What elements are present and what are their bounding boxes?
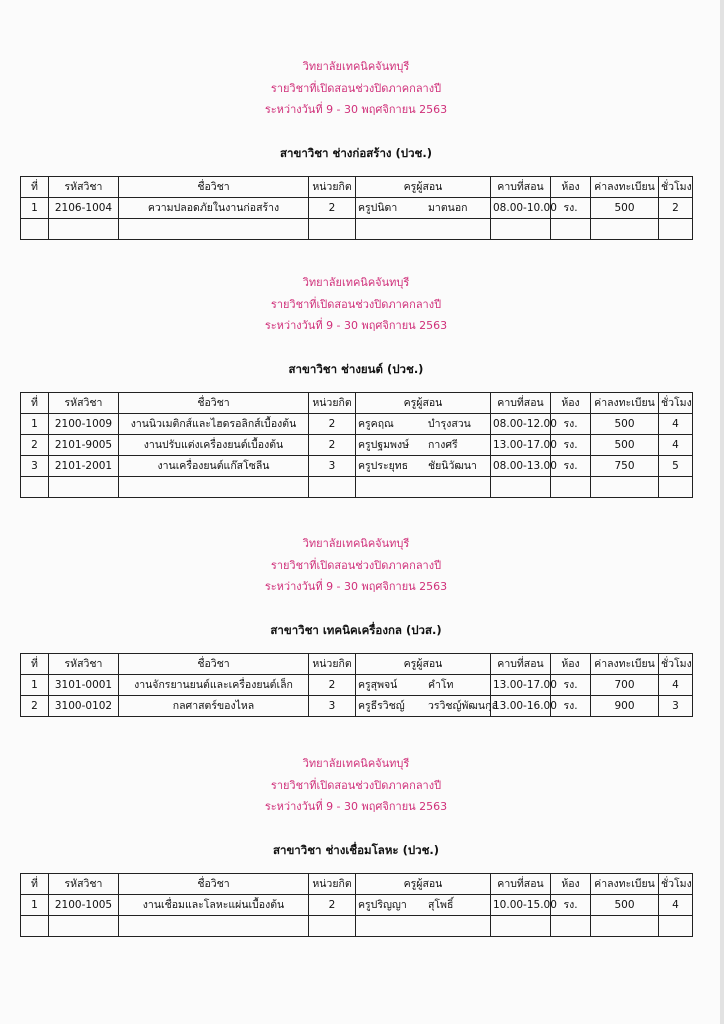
cell-hours: 5 (659, 455, 693, 476)
teacher-first-name: ครูปฐมพงษ์ (358, 439, 410, 451)
table-row (21, 434, 693, 455)
schedule-subtitle: รายวิชาที่เปิดสอนช่วงปิดภาคกลางปี (270, 81, 442, 95)
col-header-period: คาบที่สอน (491, 176, 551, 197)
cell-no: 1 (21, 413, 49, 434)
table-header-row (21, 873, 693, 894)
cell-teacher (356, 894, 491, 915)
section-construction (20, 56, 692, 240)
cell-no: 1 (21, 894, 49, 915)
cell-period: 08.00-10.00 (491, 197, 551, 218)
teacher-last-name: คำโท (428, 679, 454, 691)
cell-hours: 4 (659, 413, 693, 434)
schedule-subtitle: รายวิชาที่เปิดสอนช่วงปิดภาคกลางปี (270, 297, 442, 311)
col-header-fee: ค่าลงทะเบียน (591, 392, 659, 413)
col-header-no: ที่ (21, 176, 49, 197)
table-row-empty (21, 915, 693, 936)
col-header-period: คาบที่สอน (491, 392, 551, 413)
teacher-first-name: ครูสุพจน์ (358, 679, 398, 691)
section-welding (20, 753, 692, 937)
col-header-no: ที่ (21, 392, 49, 413)
col-header-name: ชื่อวิชา (119, 392, 309, 413)
table-row (21, 695, 693, 716)
cell-course-name (119, 915, 309, 936)
cell-no: 2 (21, 434, 49, 455)
col-header-hours: ชั่วโมง (659, 653, 693, 674)
teacher-last-name: สุโพธิ์ (428, 899, 454, 911)
col-header-code: รหัสวิชา (49, 653, 119, 674)
cell-teacher (356, 434, 491, 455)
college-name: วิทยาลัยเทคนิคจันทบุรี (302, 60, 410, 73)
col-header-teacher: ครูผู้สอน (356, 653, 491, 674)
cell-fee (591, 476, 659, 497)
date-range: ระหว่างวันที่ 9 - 30 พฤศจิกายน 2563 (264, 103, 448, 116)
col-header-credit: หน่วยกิต (309, 176, 356, 197)
col-header-fee: ค่าลงทะเบียน (591, 653, 659, 674)
table-row (21, 674, 693, 695)
cell-no (21, 915, 49, 936)
course-table (20, 392, 693, 498)
cell-code (49, 218, 119, 239)
section-automotive (20, 272, 692, 498)
cell-course-name (119, 218, 309, 239)
cell-credit (309, 476, 356, 497)
section-mechanical (20, 533, 692, 717)
college-name: วิทยาลัยเทคนิคจันทบุรี (302, 757, 410, 770)
col-header-teacher: ครูผู้สอน (356, 176, 491, 197)
cell-code (49, 476, 119, 497)
teacher-last-name: กางศรี (428, 439, 458, 451)
col-header-hours: ชั่วโมง (659, 873, 693, 894)
cell-period: 13.00-16.00 (491, 695, 551, 716)
teacher-first-name: ครูคฤณ (358, 418, 394, 430)
cell-fee: 750 (591, 455, 659, 476)
scan-edge (720, 0, 724, 1024)
col-header-fee: ค่าลงทะเบียน (591, 873, 659, 894)
teacher-first-name: ครูปนิดา (358, 202, 398, 214)
cell-hours: 3 (659, 695, 693, 716)
cell-fee: 500 (591, 197, 659, 218)
col-header-hours: ชั่วโมง (659, 176, 693, 197)
cell-teacher (356, 197, 491, 218)
cell-fee: 700 (591, 674, 659, 695)
cell-hours: 4 (659, 894, 693, 915)
cell-credit: 2 (309, 413, 356, 434)
date-range: ระหว่างวันที่ 9 - 30 พฤศจิกายน 2563 (264, 319, 448, 332)
cell-code: 2101-2001 (49, 455, 119, 476)
teacher-first-name: ครูประยุทธ (358, 460, 409, 472)
course-table (20, 653, 693, 717)
cell-course-name: กลศาสตร์ของไหล (119, 695, 309, 716)
cell-period: 10.00-15.00 (491, 894, 551, 915)
col-header-code: รหัสวิชา (49, 873, 119, 894)
cell-code: 2100-1005 (49, 894, 119, 915)
col-header-room: ห้อง (551, 653, 591, 674)
cell-credit: 2 (309, 674, 356, 695)
cell-teacher (356, 476, 491, 497)
col-header-no: ที่ (21, 653, 49, 674)
cell-period: 08.00-13.00 (491, 455, 551, 476)
cell-credit: 2 (309, 197, 356, 218)
cell-hours: 4 (659, 674, 693, 695)
department-title: สาขาวิชา ช่างก่อสร้าง (ปวช.) (280, 145, 432, 160)
department-title: สาขาวิชา ช่างยนต์ (ปวช.) (288, 361, 424, 376)
cell-fee: 900 (591, 695, 659, 716)
teacher-first-name: ครูปริญญา (358, 899, 407, 911)
cell-hours: 2 (659, 197, 693, 218)
cell-room: รง. (551, 455, 591, 476)
col-header-teacher: ครูผู้สอน (356, 392, 491, 413)
col-header-room: ห้อง (551, 392, 591, 413)
college-name: วิทยาลัยเทคนิคจันทบุรี (302, 276, 410, 289)
cell-room: รง. (551, 695, 591, 716)
col-header-period: คาบที่สอน (491, 653, 551, 674)
teacher-first-name: ครูธีรวิชญ์ (358, 700, 405, 712)
col-header-code: รหัสวิชา (49, 176, 119, 197)
cell-no (21, 476, 49, 497)
col-header-fee: ค่าลงทะเบียน (591, 176, 659, 197)
cell-room (551, 218, 591, 239)
cell-hours (659, 218, 693, 239)
cell-fee: 500 (591, 434, 659, 455)
col-header-credit: หน่วยกิต (309, 653, 356, 674)
cell-hours: 4 (659, 434, 693, 455)
cell-course-name: ความปลอดภัยในงานก่อสร้าง (119, 197, 309, 218)
cell-course-name: งานจักรยานยนต์และเครื่องยนต์เล็ก (119, 674, 309, 695)
table-header-row (21, 653, 693, 674)
cell-fee: 500 (591, 413, 659, 434)
table-header-row (21, 392, 693, 413)
cell-code: 2106-1004 (49, 197, 119, 218)
cell-no: 1 (21, 674, 49, 695)
cell-room (551, 476, 591, 497)
cell-teacher (356, 218, 491, 239)
cell-period (491, 218, 551, 239)
cell-teacher (356, 695, 498, 716)
cell-course-name (119, 476, 309, 497)
col-header-name: ชื่อวิชา (119, 176, 309, 197)
col-header-room: ห้อง (551, 176, 591, 197)
table-row (21, 413, 693, 434)
cell-room: รง. (551, 674, 591, 695)
table-row (21, 894, 693, 915)
cell-room: รง. (551, 434, 591, 455)
col-header-teacher: ครูผู้สอน (356, 873, 491, 894)
college-name: วิทยาลัยเทคนิคจันทบุรี (302, 537, 410, 550)
table-row (21, 197, 693, 218)
cell-room: รง. (551, 894, 591, 915)
teacher-last-name: มาตนอก (428, 202, 468, 214)
cell-no: 2 (21, 695, 49, 716)
cell-course-name: งานเชื่อมและโลหะแผ่นเบื้องต้น (119, 894, 309, 915)
cell-credit (309, 218, 356, 239)
cell-hours (659, 915, 693, 936)
col-header-period: คาบที่สอน (491, 873, 551, 894)
cell-course-name: งานเครื่องยนต์แก๊สโซลีน (119, 455, 309, 476)
cell-credit: 2 (309, 894, 356, 915)
department-title: สาขาวิชา เทคนิคเครื่องกล (ปวส.) (270, 622, 442, 637)
cell-room (551, 915, 591, 936)
teacher-last-name: บำรุงสวน (428, 418, 471, 430)
cell-hours (659, 476, 693, 497)
cell-credit: 3 (309, 695, 356, 716)
department-title: สาขาวิชา ช่างเชื่อมโลหะ (ปวช.) (272, 842, 440, 857)
cell-credit: 3 (309, 455, 356, 476)
col-header-name: ชื่อวิชา (119, 653, 309, 674)
col-header-room: ห้อง (551, 873, 591, 894)
schedule-subtitle: รายวิชาที่เปิดสอนช่วงปิดภาคกลางปี (270, 558, 442, 572)
date-range: ระหว่างวันที่ 9 - 30 พฤศจิกายน 2563 (264, 580, 448, 593)
teacher-last-name: ชัยนิวัฒนา (428, 460, 477, 472)
cell-no (21, 218, 49, 239)
table-row (21, 455, 693, 476)
col-header-hours: ชั่วโมง (659, 392, 693, 413)
table-row-empty (21, 476, 693, 497)
schedule-subtitle: รายวิชาที่เปิดสอนช่วงปิดภาคกลางปี (270, 778, 442, 792)
col-header-credit: หน่วยกิต (309, 392, 356, 413)
cell-room: รง. (551, 197, 591, 218)
cell-teacher (356, 674, 491, 695)
cell-code: 2101-9005 (49, 434, 119, 455)
cell-period: 13.00-17.00 (491, 674, 551, 695)
date-range: ระหว่างวันที่ 9 - 30 พฤศจิกายน 2563 (264, 800, 448, 813)
course-table (20, 176, 693, 240)
table-header-row (21, 176, 693, 197)
cell-course-name: งานนิวเมติกส์และไฮดรอลิกส์เบื้องต้น (119, 413, 309, 434)
cell-period: 08.00-12.00 (491, 413, 551, 434)
course-table (20, 873, 693, 937)
cell-period (491, 476, 551, 497)
col-header-no: ที่ (21, 873, 49, 894)
cell-fee: 500 (591, 894, 659, 915)
cell-code: 3101-0001 (49, 674, 119, 695)
cell-period (491, 915, 551, 936)
cell-teacher (356, 413, 491, 434)
teacher-last-name: วรวิชญ์พัฒนกุล (428, 700, 498, 712)
cell-fee (591, 218, 659, 239)
col-header-code: รหัสวิชา (49, 392, 119, 413)
cell-fee (591, 915, 659, 936)
cell-teacher (356, 915, 491, 936)
cell-no: 3 (21, 455, 49, 476)
col-header-credit: หน่วยกิต (309, 873, 356, 894)
cell-teacher (356, 455, 491, 476)
cell-room: รง. (551, 413, 591, 434)
table-row-empty (21, 218, 693, 239)
cell-code (49, 915, 119, 936)
cell-code: 2100-1009 (49, 413, 119, 434)
cell-course-name: งานปรับแต่งเครื่องยนต์เบื้องต้น (119, 434, 309, 455)
cell-credit: 2 (309, 434, 356, 455)
cell-credit (309, 915, 356, 936)
cell-period: 13.00-17.00 (491, 434, 551, 455)
cell-code: 3100-0102 (49, 695, 119, 716)
col-header-name: ชื่อวิชา (119, 873, 309, 894)
cell-no: 1 (21, 197, 49, 218)
